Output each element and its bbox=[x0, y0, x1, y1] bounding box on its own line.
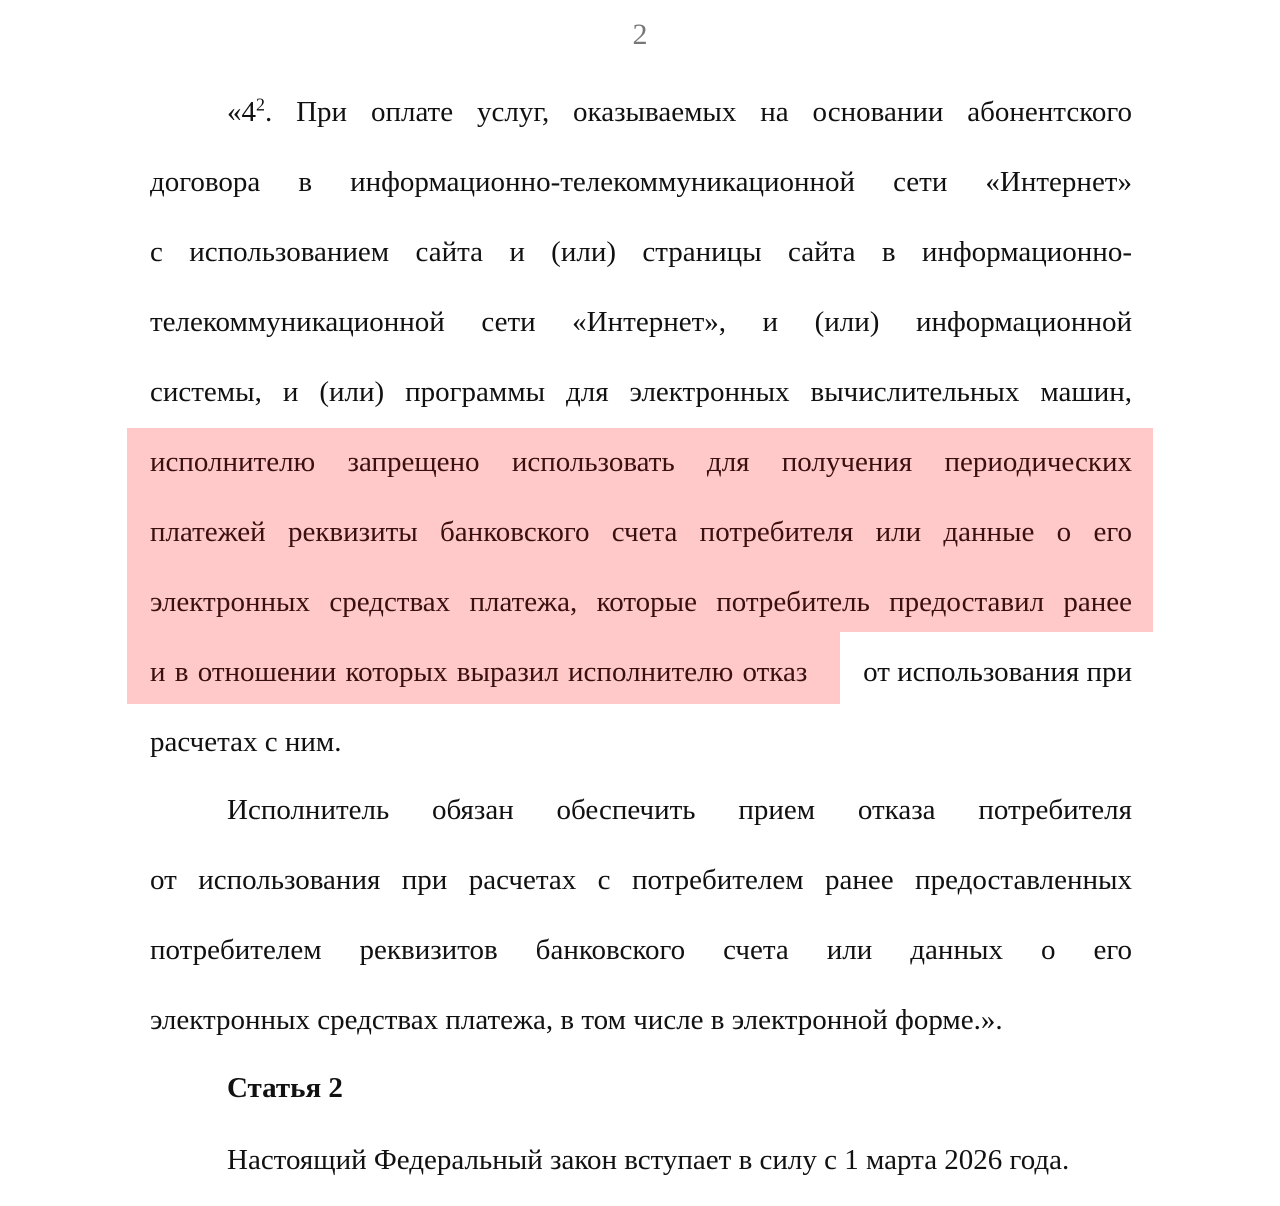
paragraph-line: расчетах с ним. bbox=[150, 726, 342, 758]
paragraph-line: Исполнитель обязан обеспечить прием отказа потребителя bbox=[227, 794, 1132, 826]
paragraph-line: от использования при расчетах с потребителем ранее предоставленных bbox=[150, 864, 1132, 896]
paragraph-line: потребителем реквизитов банковского счета или данных о его bbox=[150, 934, 1132, 966]
paragraph-line: договора в информационно-телекоммуникационной сети «Интернет» bbox=[150, 166, 1132, 198]
highlighted-fragment: и в отношении которых выразил исполнителю отказ bbox=[150, 656, 808, 688]
paragraph-line: системы, и (или) программы для электронных вычислительных машин, bbox=[150, 376, 1132, 408]
highlighted-line: электронных средствах платежа, которые потребитель предоставил ранее bbox=[150, 586, 1132, 618]
page-number: 2 bbox=[632, 18, 648, 51]
paragraph-line: электронных средствах платежа, в том числе в электронной форме.». bbox=[150, 1004, 1003, 1036]
highlighted-line: платежей реквизиты банковского счета потребителя или данные о его bbox=[150, 516, 1132, 548]
article-text: Настоящий Федеральный закон вступает в силу с 1 марта 2026 года. bbox=[227, 1144, 1070, 1176]
paragraph-line: с использованием сайта и (или) страницы сайта в информационно- bbox=[150, 236, 1132, 268]
highlighted-line: исполнителю запрещено использовать для получения периодических bbox=[150, 446, 1132, 478]
plain-fragment: от использования при bbox=[863, 656, 1132, 688]
article-heading: Статья 2 bbox=[227, 1072, 343, 1104]
paragraph-line: «$4^2$. При оплате услуг, оказываемых на основании абонентского bbox=[227, 94, 1132, 128]
paragraph-line bbox=[150, 652, 1132, 692]
paragraph-line: телекоммуникационной сети «Интернет», и (или) информационной bbox=[150, 306, 1132, 338]
